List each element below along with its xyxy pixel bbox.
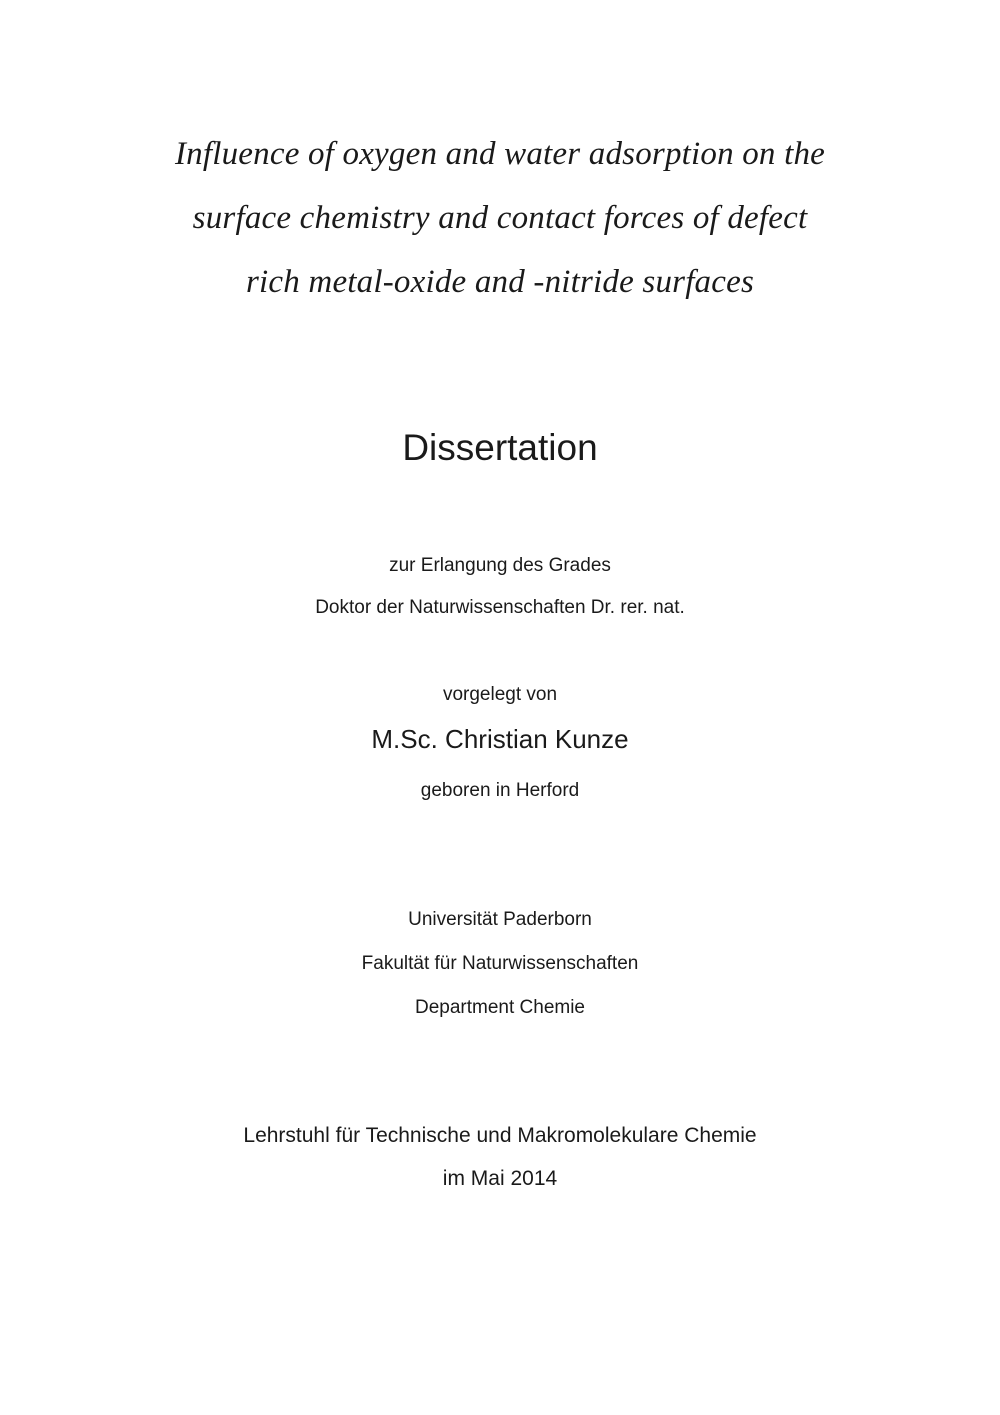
department-name: Department Chemie	[414, 997, 586, 1018]
degree-purpose-line: zur Erlangung des Grades	[389, 555, 611, 576]
title-line-2: surface chemistry and contact forces of defect	[192, 200, 808, 236]
author-section	[0, 683, 1000, 803]
title-line-1: Influence of oxygen and water adsorption on the	[174, 136, 826, 172]
chair-name: Lehrstuhl für Technische und Makromolekulare Chemie	[243, 1124, 757, 1147]
university-name: Universität Paderborn	[408, 909, 592, 930]
dissertation-title	[0, 122, 1000, 314]
degree-name-line: Doktor der Naturwissenschaften Dr. rer. nat.	[315, 597, 685, 618]
submitted-by-line: vorgelegt von	[442, 684, 558, 705]
faculty-name: Fakultät für Naturwissenschaften	[361, 953, 639, 974]
author-birthplace: geboren in Herford	[420, 780, 580, 801]
submission-date: im Mai 2014	[442, 1167, 558, 1190]
footer-section	[0, 1114, 1000, 1200]
title-line-3: rich metal-oxide and -nitride surfaces	[246, 264, 754, 300]
degree-statement	[0, 545, 1000, 629]
author-name: M.Sc. Christian Kunze	[371, 724, 629, 754]
document-type-heading: Dissertation	[402, 427, 598, 468]
institution-section	[0, 898, 1000, 1030]
